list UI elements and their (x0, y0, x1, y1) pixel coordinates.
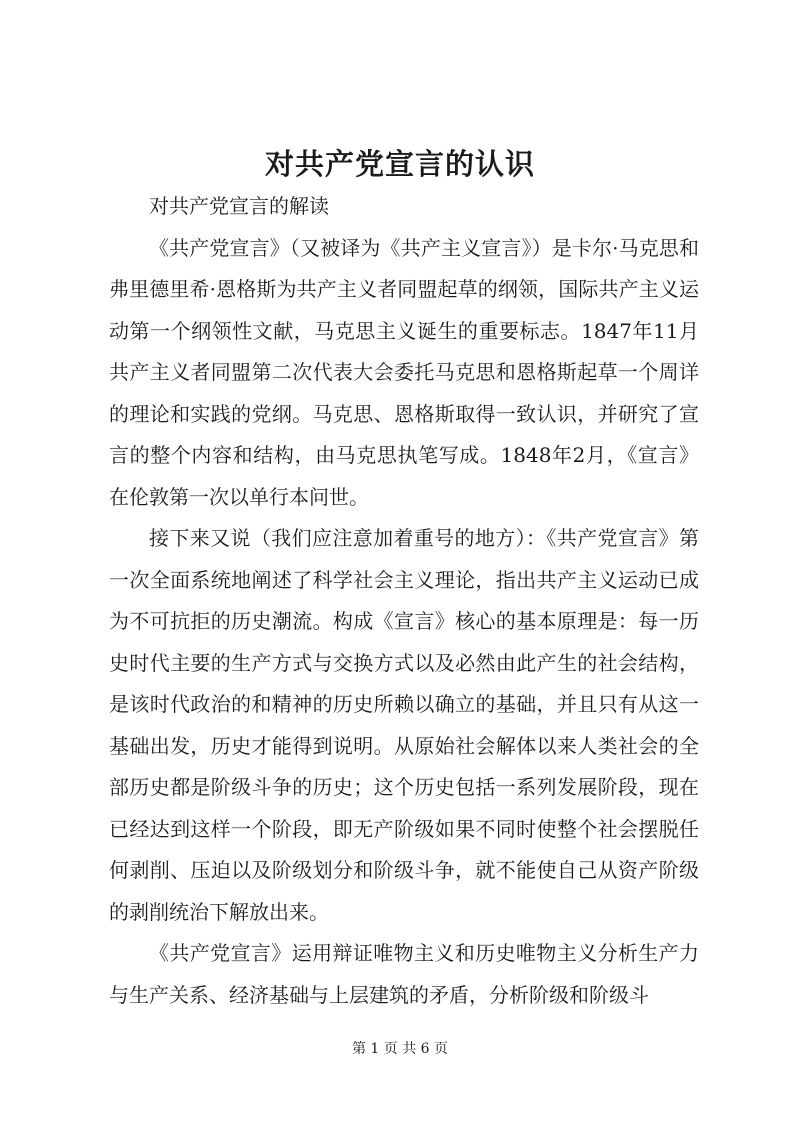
paragraph-1: 《共产党宣言》（又被译为《共产主义宣言》）是卡尔·马克思和弗里德里希·恩格斯为共产主义者同盟起草的纲领，国际共产主义运动第一个纲领性文献，马克思主义诞生的重要标志。1847年11月共产主义者同盟第二次代表大会委托马克思和恩格斯起草一个周详的理论和实践的党纲。马克思、恩格斯取得一致认识，并研究了宣言的整个内容和结构，由马克思执笔写成。1848年2月，《宣言》在伦敦第一次以单行本问世。 (109, 235, 699, 509)
paragraph-3: 《共产党宣言》运用辩证唯物主义和历史唯物主义分析生产力与生产关系、经济基础与上层建筑的矛盾，分析阶级和阶级斗 (109, 941, 699, 1007)
page-footer: 第 1 页 共 6 页 (351, 1041, 449, 1057)
document-title: 对共产党宣言的认识 (264, 147, 535, 181)
document-body (109, 186, 699, 1016)
document-subtitle: 对共产党宣言的解读 (149, 194, 329, 218)
paragraph-2: 接下来又说（我们应注意加着重号的地方）：《共产党宣言》第一次全面系统地阐述了科学社会主义理论，指出共产主义运动已成为不可抗拒的历史潮流。构成《宣言》核心的基本原理是：每一历史时代主要的生产方式与交换方式以及必然由此产生的社会结构，是该时代政治的和精神的历史所赖以确立的基础，并且只有从这一基础出发，历史才能得到说明。从原始社会解体以来人类社会的全部历史都是阶级斗争的历史；这个历史包括一系列发展阶段，现在已经达到这样一个阶段，即无产阶级如果不同时使整个社会摆脱任何剥削、压迫以及阶级划分和阶级斗争，就不能使自己从资产阶级的剥削统治下解放出来。 (109, 526, 699, 924)
